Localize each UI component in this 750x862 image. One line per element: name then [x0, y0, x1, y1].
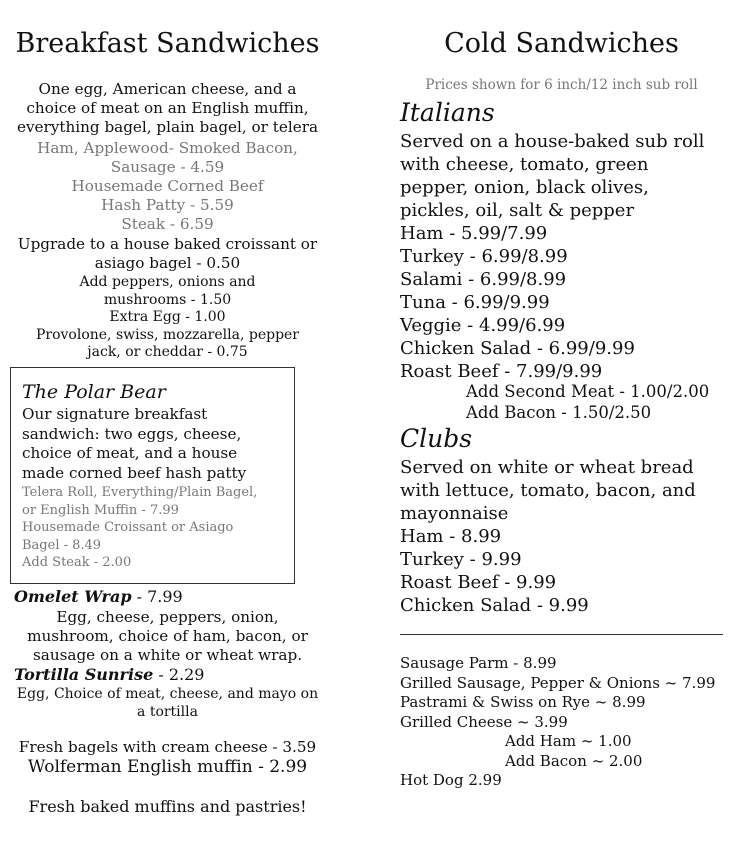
polar-price-line: Bagel - 8.49 [22, 537, 102, 553]
italians-addons [466, 381, 709, 423]
hot-items [400, 654, 745, 732]
price-note: Prices shown for 6 inch/12 inch sub roll [425, 77, 698, 93]
intro-line: everything bagel, plain bagel, or telera [16, 118, 319, 136]
polar-bear-title: The Polar Bear [22, 381, 166, 403]
meat-option-line: Sausage - 4.59 [110, 158, 225, 176]
italians-addon: Add Second Meat - 1.00/2.00 [466, 382, 710, 401]
meat-option-line: Steak - 6.59 [121, 215, 214, 233]
addons-text [0, 274, 335, 362]
italians-title: Italians [400, 98, 495, 127]
tortilla-desc-line: Egg, Choice of meat, cheese, and mayo on [16, 686, 319, 702]
clubs-desc-line: mayonnaise [400, 503, 509, 524]
italians-desc-line: with cheese, tomato, green [400, 154, 649, 175]
tortilla-desc [0, 686, 335, 721]
upgrade-text [0, 235, 335, 273]
addon-line: Extra Egg - 1.00 [109, 309, 226, 325]
english-muffin-line: Wolferman English muffin - 2.99 [27, 757, 308, 777]
italians-item: Ham - 5.99/7.99 [400, 223, 548, 244]
italians-desc-line: pickles, oil, salt & pepper [400, 200, 635, 221]
clubs-item: Chicken Salad - 9.99 [400, 595, 589, 616]
section-divider [400, 634, 723, 635]
hot-item: Pastrami & Swiss on Rye ~ 8.99 [400, 693, 646, 711]
polar-price-line: Add Steak - 2.00 [22, 555, 132, 570]
omelet-desc-line: Egg, cheese, peppers, onion, [56, 608, 279, 626]
closing-line: Fresh baked muffins and pastries! [28, 797, 307, 816]
polar-price-line: or English Muffin - 7.99 [22, 502, 179, 518]
upgrade-line: asiago bagel - 0.50 [94, 254, 241, 272]
addon-line: jack, or cheddar - 0.75 [87, 344, 248, 360]
hot-addons [505, 732, 642, 771]
clubs-desc-line: with lettuce, tomato, bacon, and [400, 480, 696, 501]
upgrade-line: Upgrade to a house baked croissant or [17, 235, 318, 253]
hot-addon: Add Bacon ~ 2.00 [505, 751, 643, 770]
italians-item: Turkey - 6.99/8.99 [400, 246, 568, 267]
omelet-price: - 7.99 [131, 587, 183, 606]
clubs-desc-line: Served on white or wheat bread [400, 457, 694, 478]
polar-desc-line: sandwich: two eggs, cheese, [22, 424, 242, 443]
tortilla-heading [14, 665, 204, 684]
italians-desc [400, 130, 745, 383]
meat-options [0, 139, 335, 234]
hot-item: Grilled Cheese ~ 3.99 [400, 712, 568, 731]
addon-line: Add peppers, onions and [79, 274, 256, 290]
italians-item: Roast Beef - 7.99/9.99 [400, 361, 603, 382]
italians-item: Salami - 6.99/8.99 [400, 269, 567, 290]
italians-desc-line: pepper, onion, black olives, [400, 177, 649, 198]
polar-bear-desc [22, 405, 290, 483]
meat-option-line: Housemade Corned Beef [71, 177, 264, 195]
breakfast-intro [0, 80, 335, 137]
hot-item: Sausage Parm - 8.99 [400, 654, 557, 672]
clubs-title: Clubs [400, 424, 473, 453]
tortilla-title: Tortilla Sunrise [14, 665, 154, 684]
bagels-line: Fresh bagels with cream cheese - 3.59 [18, 738, 317, 756]
hot-item: Grilled Sausage, Pepper & Onions ~ 7.99 [400, 673, 716, 692]
clubs-item: Turkey - 9.99 [400, 549, 522, 570]
addon-line: mushrooms - 1.50 [103, 291, 232, 308]
polar-desc-line: choice of meat, and a house [22, 444, 238, 462]
tortilla-price: - 2.29 [153, 665, 205, 684]
polar-desc-line: Our signature breakfast [22, 405, 208, 423]
clubs-item: Roast Beef - 9.99 [400, 572, 557, 593]
italians-desc-line: Served on a house-baked sub roll [400, 131, 705, 152]
hot-addon: Add Ham ~ 1.00 [505, 732, 632, 750]
polar-bear-prices [22, 484, 290, 572]
clubs-desc [400, 456, 745, 617]
cold-title: Cold Sandwiches [444, 28, 679, 59]
polar-price-line: Telera Roll, Everything/Plain Bagel, [22, 485, 258, 500]
hot-dog-line: Hot Dog 2.99 [400, 771, 502, 789]
omelet-desc [0, 608, 335, 665]
italians-item: Chicken Salad - 6.99/9.99 [400, 338, 635, 359]
clubs-item: Ham - 8.99 [400, 526, 502, 547]
addon-line: Provolone, swiss, mozzarella, pepper [35, 326, 300, 343]
italians-addon: Add Bacon - 1.50/2.50 [466, 403, 652, 422]
breakfast-title: Breakfast Sandwiches [15, 28, 320, 59]
italians-item: Veggie - 4.99/6.99 [400, 315, 566, 336]
omelet-title: Omelet Wrap [14, 587, 132, 606]
italians-item: Tuna - 6.99/9.99 [400, 292, 550, 313]
meat-option-line: Hash Patty - 5.59 [101, 196, 234, 214]
intro-line: choice of meat on an English muffin, [26, 99, 309, 117]
meat-option-line: Ham, Applewood- Smoked Bacon, [37, 139, 298, 157]
tortilla-desc-line: a tortilla [137, 703, 198, 720]
polar-price-line: Housemade Croissant or Asiago [22, 520, 234, 535]
omelet-desc-line: sausage on a white or wheat wrap. [32, 646, 303, 664]
omelet-desc-line: mushroom, choice of ham, bacon, or [27, 627, 308, 645]
polar-desc-line: made corned beef hash patty [22, 463, 247, 482]
intro-line: One egg, American cheese, and a [38, 80, 297, 98]
omelet-heading [14, 587, 183, 606]
